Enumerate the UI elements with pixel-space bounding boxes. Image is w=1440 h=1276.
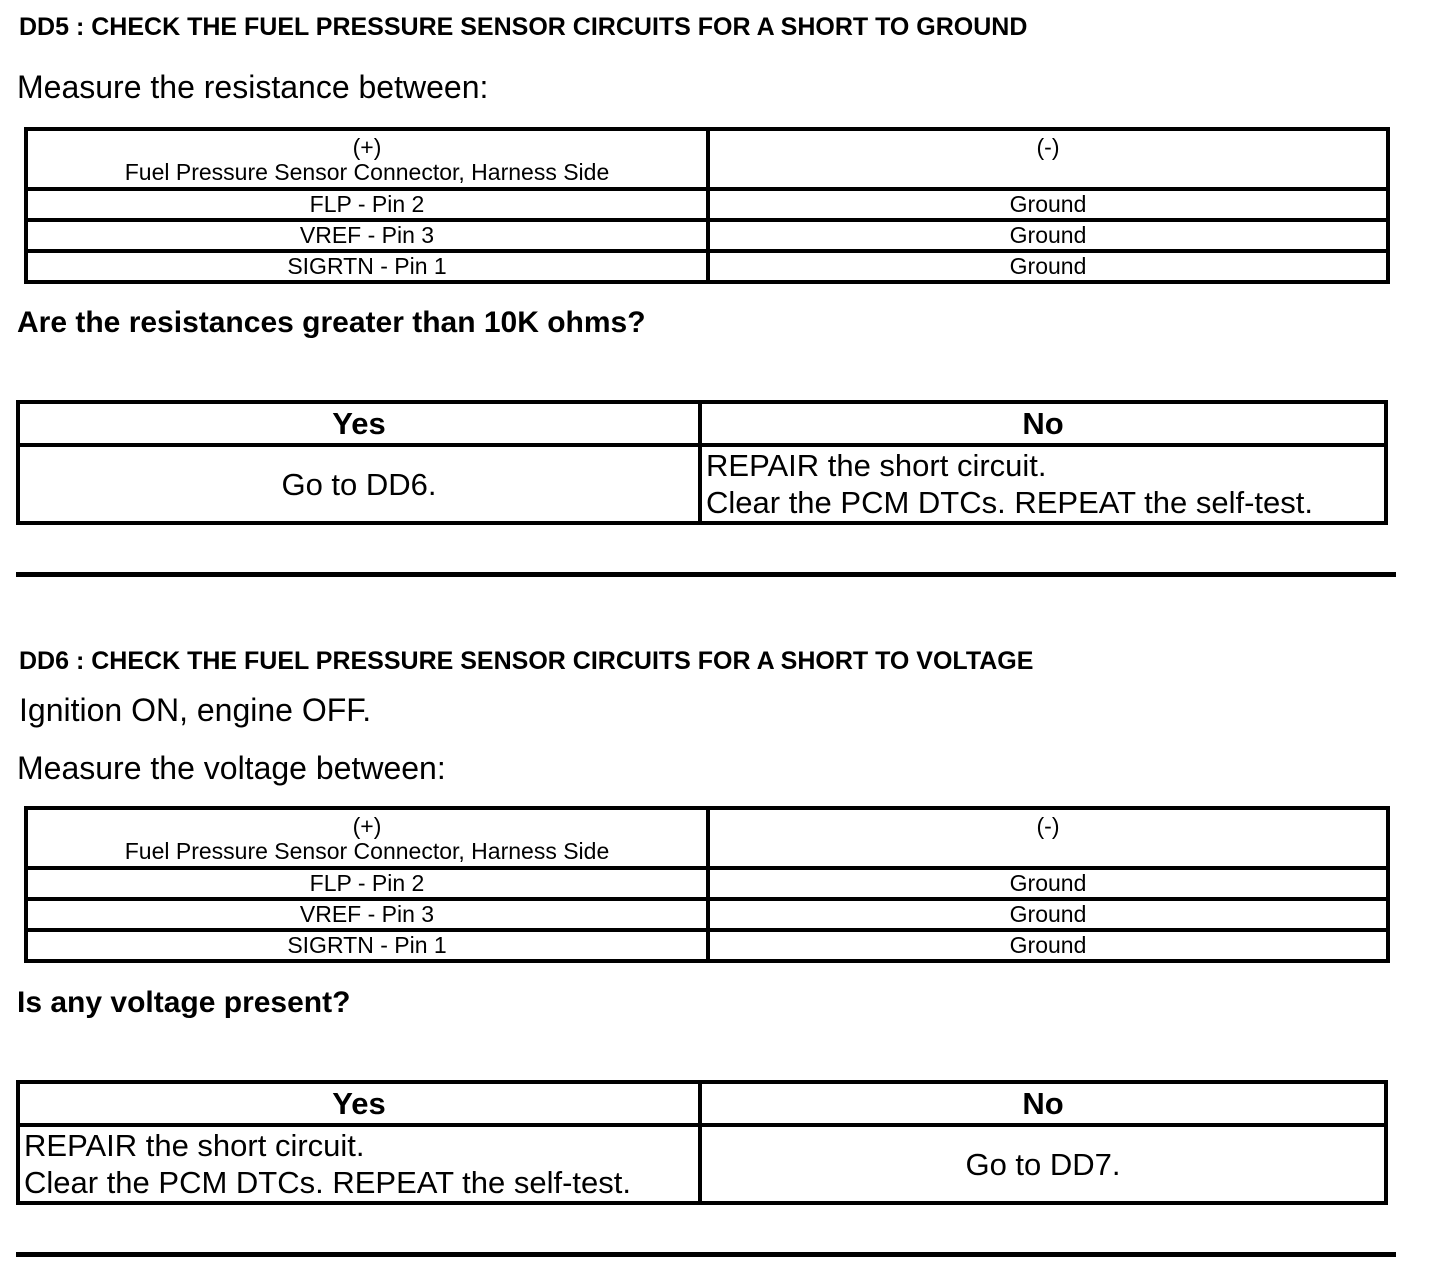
yes-action: Go to DD6. [18,445,700,523]
minus-cell: Ground [708,220,1388,251]
decision-header-row [18,402,1386,445]
minus-header: (-) [1036,813,1060,839]
decision-body-row [18,445,1386,523]
minus-header-cell [708,808,1388,868]
table-row [26,189,1388,220]
no-action: Go to DD7. [700,1125,1386,1203]
no-action-line-2: Clear the PCM DTCs. REPEAT the self-test. [706,485,1313,520]
table-row [26,220,1388,251]
minus-header-cell [708,129,1388,189]
plus-header-cell [26,129,708,189]
decision-body-row [18,1125,1386,1203]
plus-cell: SIGRTN - Pin 1 [26,251,708,282]
plus-cell: FLP - Pin 2 [26,189,708,220]
yes-header: Yes [18,1082,700,1125]
table-header-row [26,808,1388,868]
table-row [26,868,1388,899]
dd6-decision-table [16,1080,1388,1205]
dd5-instruction: Measure the resistance between: [17,69,489,105]
dd6-instruction-ignition: Ignition ON, engine OFF. [19,692,372,728]
plus-cell: SIGRTN - Pin 1 [26,930,708,961]
minus-cell: Ground [708,189,1388,220]
minus-cell: Ground [708,868,1388,899]
plus-subheader: Fuel Pressure Sensor Connector, Harness Side [124,838,610,864]
minus-cell: Ground [708,899,1388,930]
minus-cell: Ground [708,251,1388,282]
table-header-row [26,129,1388,189]
plus-subheader: Fuel Pressure Sensor Connector, Harness Side [124,159,610,185]
yes-header: Yes [18,402,700,445]
table-row [26,930,1388,961]
no-action [700,445,1386,523]
plus-cell: FLP - Pin 2 [26,868,708,899]
plus-header-cell [26,808,708,868]
dd6-instruction-measure: Measure the voltage between: [17,750,446,786]
dd5-title: DD5 : CHECK THE FUEL PRESSURE SENSOR CIRCUITS FOR A SHORT TO GROUND [19,13,1028,41]
no-header: No [700,402,1386,445]
minus-header: (-) [1036,134,1060,160]
dd5-question: Are the resistances greater than 10K ohms? [17,306,646,339]
plus-header: (+) [352,134,382,160]
section-divider [16,572,1396,577]
plus-cell: VREF - Pin 3 [26,220,708,251]
dd5-measurement-table [24,127,1390,284]
dd6-title: DD6 : CHECK THE FUEL PRESSURE SENSOR CIRCUITS FOR A SHORT TO VOLTAGE [19,647,1034,675]
yes-action-line-1: REPAIR the short circuit. [24,1128,365,1163]
decision-header-row [18,1082,1386,1125]
no-action-line-1: REPAIR the short circuit. [706,448,1047,483]
no-header: No [700,1082,1386,1125]
minus-cell: Ground [708,930,1388,961]
dd5-decision-table [16,400,1388,525]
plus-cell: VREF - Pin 3 [26,899,708,930]
dd6-measurement-table [24,806,1390,963]
dd6-question: Is any voltage present? [17,986,351,1019]
plus-header: (+) [352,813,382,839]
yes-action-line-2: Clear the PCM DTCs. REPEAT the self-test. [24,1165,631,1200]
table-row [26,899,1388,930]
yes-action [18,1125,700,1203]
section-divider [16,1252,1396,1257]
table-row [26,251,1388,282]
